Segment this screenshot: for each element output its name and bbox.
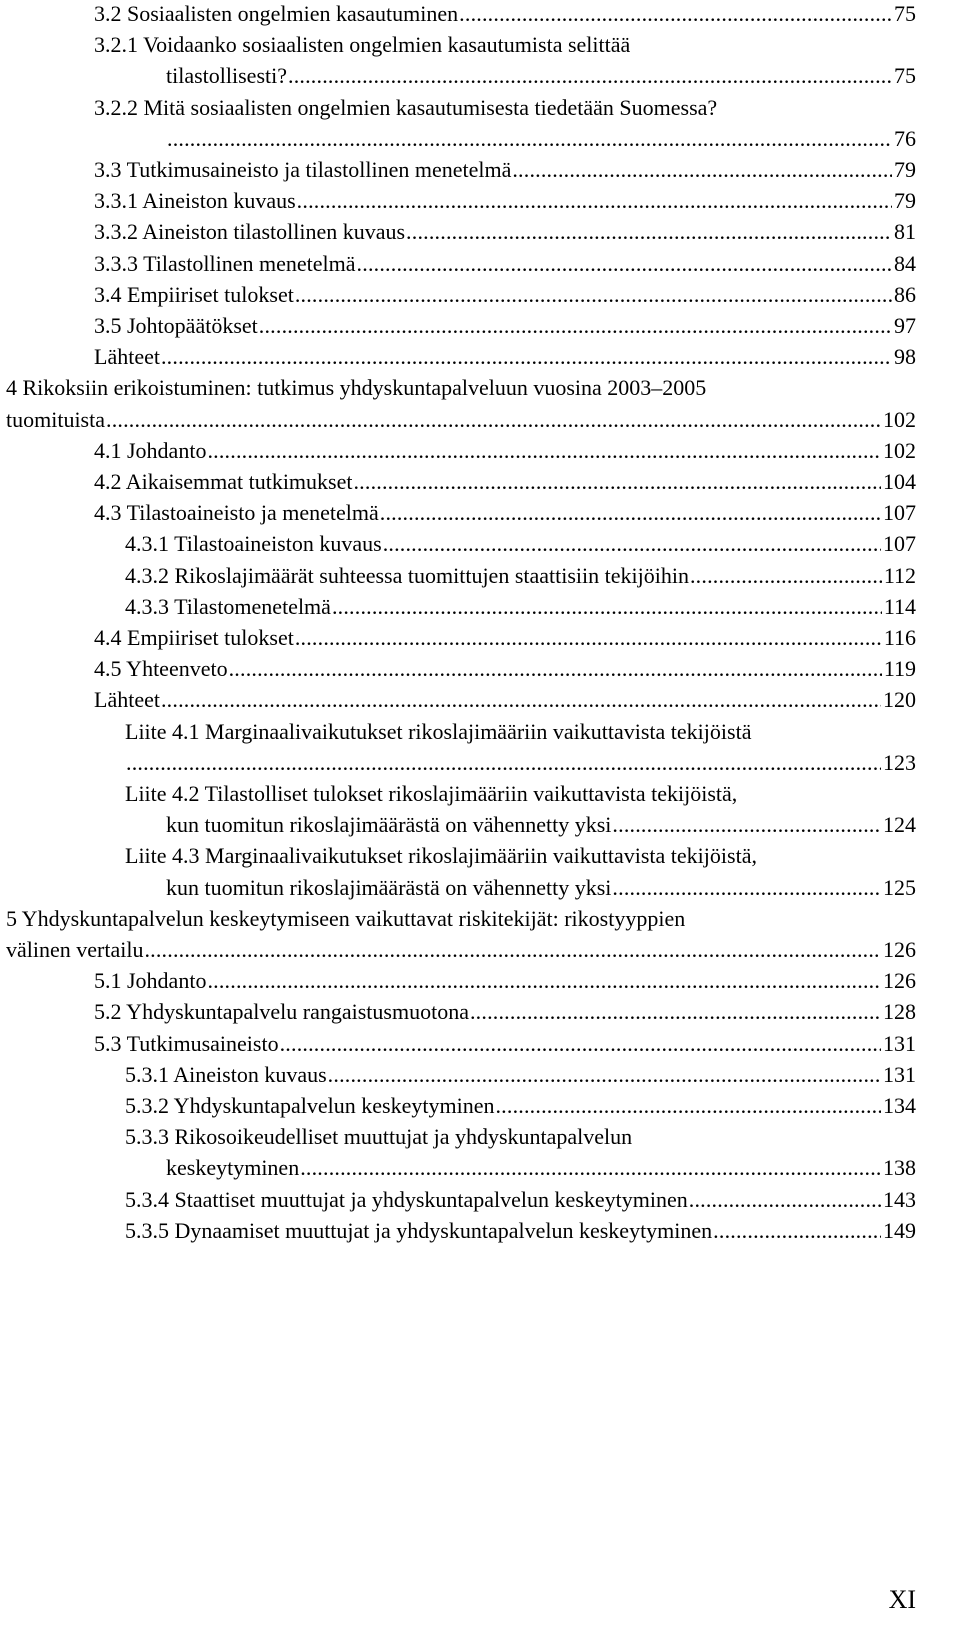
toc-entry-title: 3.2.2 Mitä sosiaalisten ongelmien kasautumisesta tiedetään Suomessa? <box>94 94 718 120</box>
toc-entry-title: tilastollisesti? <box>166 63 287 89</box>
toc-dot-leader <box>300 1152 881 1184</box>
toc-entry-title: 5.2 Yhdyskuntapalvelu rangaistusmuotona <box>94 999 469 1025</box>
toc-entry-title: 5.3 Tutkimusaineisto <box>94 1030 279 1056</box>
toc-entry-title: 5.3.5 Dynaamiset muuttujat ja yhdyskuntapalvelun keskeytyminen <box>125 1217 713 1243</box>
toc-entry[interactable] <box>94 310 916 342</box>
toc-entry-title: 3.3.1 Aineiston kuvaus <box>94 188 296 214</box>
toc-page-number: 107 <box>883 500 916 526</box>
toc-entry[interactable] <box>125 560 916 592</box>
toc-dot-leader <box>259 310 892 342</box>
toc-entry-title: 5.1 Johdanto <box>94 968 207 994</box>
toc-entry[interactable] <box>94 92 916 124</box>
toc-page-number: 134 <box>883 1093 916 1118</box>
toc-page-number: 120 <box>883 687 916 713</box>
toc-page-number: 75 <box>894 1 916 26</box>
toc-entry-title: Liite 4.2 Tilastolliset tulokset rikoslajimääriin vaikuttavista tekijöistä, <box>125 781 738 806</box>
toc-page-number: 138 <box>883 1155 916 1181</box>
toc-entry[interactable] <box>125 716 916 748</box>
toc-entry[interactable] <box>125 1215 916 1247</box>
toc-entry[interactable] <box>94 497 916 529</box>
toc-entry-title: 3.4 Empiiriset tulokset <box>94 281 294 307</box>
toc-entry[interactable] <box>94 154 916 186</box>
toc-entry[interactable] <box>94 622 916 654</box>
toc-entry-title: 5.3.1 Aineiston kuvaus <box>125 1061 327 1087</box>
toc-dot-leader <box>295 279 892 311</box>
toc-entry-title: Liite 4.1 Marginaalivaikutukset rikoslajimääriin vaikuttavista tekijöistä <box>125 718 752 744</box>
toc-entry[interactable] <box>94 965 916 997</box>
toc-page-number: 126 <box>883 968 916 994</box>
toc-dot-leader <box>470 996 881 1028</box>
toc-page-number: 119 <box>883 656 916 682</box>
toc-page-number: 116 <box>883 625 916 650</box>
toc-dot-leader <box>459 0 892 30</box>
toc-entry[interactable] <box>94 435 916 467</box>
toc-page-number: 98 <box>894 344 916 370</box>
toc-entry[interactable] <box>125 1184 916 1216</box>
toc-entry-title: tuomituista <box>6 406 105 432</box>
toc-entry[interactable] <box>6 903 916 935</box>
toc-entry-title: 3.3.3 Tilastollinen menetelmä <box>94 250 356 276</box>
toc-page-number: 102 <box>883 406 916 432</box>
toc-page-number: 81 <box>894 219 916 245</box>
toc-entry[interactable] <box>94 248 916 280</box>
toc-page-number: 131 <box>883 1061 916 1087</box>
toc-entry[interactable] <box>94 29 916 61</box>
toc-page-number: 112 <box>883 562 916 588</box>
toc-dot-leader <box>288 60 892 92</box>
toc-dot-leader <box>512 154 892 186</box>
toc-page-number: 79 <box>894 188 916 214</box>
toc-entry-title: 3.5 Johtopäätökset <box>94 313 258 338</box>
toc-dot-leader <box>161 684 881 716</box>
toc-dot-leader <box>383 528 881 560</box>
toc-entry-title: Liite 4.3 Marginaalivaikutukset rikoslajimääriin vaikuttavista tekijöistä, <box>125 843 757 869</box>
toc-entry-title: 4.4 Empiiriset tulokset <box>94 625 294 650</box>
toc-entry[interactable] <box>94 341 916 373</box>
toc-dot-leader <box>106 404 881 436</box>
toc-dot-leader <box>207 965 881 997</box>
toc-entry[interactable] <box>94 466 916 498</box>
toc-entry[interactable] <box>166 60 916 92</box>
toc-dot-leader <box>280 1028 881 1060</box>
toc-dot-leader <box>144 934 881 966</box>
toc-entry[interactable] <box>94 684 916 716</box>
toc-dot-leader <box>328 1059 881 1091</box>
toc-entry-title: 3.2.1 Voidaanko sosiaalisten ongelmien kasautumista selittää <box>94 32 631 58</box>
toc-entry-title: kun tuomitun rikoslajimäärästä on vähennetty yksi <box>166 874 612 900</box>
toc-entry[interactable] <box>125 747 916 779</box>
toc-dot-leader <box>689 1184 881 1216</box>
toc-page-number: 107 <box>883 531 916 557</box>
toc-dot-leader <box>229 653 882 685</box>
toc-dot-leader <box>357 248 892 280</box>
toc-entry[interactable] <box>166 123 916 155</box>
toc-dot-leader <box>126 747 881 779</box>
toc-page-number: 149 <box>883 1217 916 1243</box>
toc-entry[interactable] <box>125 840 916 872</box>
toc-entry[interactable] <box>94 279 916 311</box>
toc-entry-title: 4.3 Tilastoaineisto ja menetelmä <box>94 500 379 526</box>
toc-dot-leader <box>207 435 881 467</box>
toc-entry[interactable] <box>166 872 916 904</box>
toc-entry-title: 4.2 Aikaisemmat tutkimukset <box>94 469 353 494</box>
toc-page-number: 126 <box>883 937 916 962</box>
toc-page-number: 76 <box>894 125 916 151</box>
toc-page-number: 84 <box>894 250 916 276</box>
toc-entry-title: 3.3 Tutkimusaineisto ja tilastollinen menetelmä <box>94 157 512 182</box>
toc-dot-leader <box>167 123 892 155</box>
toc-dot-leader <box>612 872 881 904</box>
toc-entry[interactable] <box>125 1059 916 1091</box>
toc-entry[interactable] <box>6 404 916 436</box>
toc-page-number: 86 <box>894 281 916 307</box>
toc-entry-title: Lähteet <box>94 687 160 713</box>
toc-dot-leader <box>380 497 881 529</box>
toc-entry-title: 4 Rikoksiin erikoistuminen: tutkimus yhdyskuntapalveluun vuosina 2003–2005 <box>6 375 707 401</box>
toc-entry[interactable] <box>166 1152 916 1184</box>
toc-dot-leader <box>495 1090 881 1122</box>
toc-entry[interactable] <box>94 216 916 248</box>
toc-entry-title: Lähteet <box>94 344 160 370</box>
toc-entry-title: 3.2 Sosiaalisten ongelmien kasautuminen <box>94 1 459 26</box>
toc-dot-leader <box>406 216 892 248</box>
toc-page-number: 79 <box>894 157 916 182</box>
toc-page-number: 143 <box>883 1186 916 1212</box>
toc-dot-leader <box>297 185 892 217</box>
toc-entry-title: välinen vertailu <box>6 937 144 962</box>
toc-entry[interactable] <box>94 996 916 1028</box>
toc-entry-title: keskeytyminen <box>166 1155 300 1181</box>
toc-entry-title: 4.3.1 Tilastoaineiston kuvaus <box>125 531 382 557</box>
toc-entry-title: 4.1 Johdanto <box>94 437 207 463</box>
toc-page-number: 102 <box>883 437 916 463</box>
toc-entry-title: 3.3.2 Aineiston tilastollinen kuvaus <box>94 219 406 245</box>
toc-entry-title: 5 Yhdyskuntapalvelun keskeytymiseen vaikuttavat riskitekijät: rikostyyppien <box>6 905 686 931</box>
toc-entry-title: 4.5 Yhteenveto <box>94 656 228 682</box>
toc-dot-leader <box>353 466 881 498</box>
toc-entry[interactable] <box>94 0 916 30</box>
toc-page-number: 124 <box>883 812 916 838</box>
toc-dot-leader <box>295 622 882 654</box>
toc-entry[interactable] <box>94 185 916 217</box>
toc-page-number: 75 <box>894 63 916 89</box>
toc-dot-leader <box>332 591 882 623</box>
toc-entry[interactable] <box>125 528 916 560</box>
toc-entry-title: 4.3.3 Tilastomenetelmä <box>125 593 331 619</box>
toc-entry-title: 5.3.4 Staattiset muuttujat ja yhdyskuntapalvelun keskeytyminen <box>125 1186 688 1212</box>
toc-entry[interactable] <box>125 591 916 623</box>
page-number-folio: XI <box>888 1585 916 1614</box>
toc-page-number: 128 <box>883 999 916 1025</box>
toc-page-number: 104 <box>883 469 916 494</box>
toc-entry[interactable] <box>6 372 916 404</box>
toc-dot-leader <box>713 1215 881 1247</box>
toc-entry-title: 4.3.2 Rikoslajimäärät suhteessa tuomittujen staattisiin tekijöihin <box>125 562 689 588</box>
toc-dot-leader <box>612 809 881 841</box>
toc-dot-leader <box>690 560 882 592</box>
toc-dot-leader <box>161 341 892 373</box>
toc-page-number: 114 <box>883 593 916 619</box>
toc-entry[interactable] <box>94 653 916 685</box>
toc-entry-title: kun tuomitun rikoslajimäärästä on vähennetty yksi <box>166 812 612 838</box>
toc-page-number: 125 <box>883 874 916 900</box>
toc-page-number: 123 <box>883 749 916 775</box>
toc-page-number: 97 <box>894 313 916 338</box>
toc-page-number: 131 <box>883 1030 916 1056</box>
toc-entry-title: 5.3.2 Yhdyskuntapalvelun keskeytyminen <box>125 1093 495 1118</box>
toc-entry[interactable] <box>6 934 916 966</box>
toc-entry[interactable] <box>125 1121 916 1153</box>
toc-entry[interactable] <box>166 809 916 841</box>
toc-entry[interactable] <box>125 778 916 810</box>
toc-entry-title: 5.3.3 Rikosoikeudelliset muuttujat ja yhdyskuntapalvelun <box>125 1124 633 1150</box>
toc-entry[interactable] <box>94 1028 916 1060</box>
toc-entry[interactable] <box>125 1090 916 1122</box>
